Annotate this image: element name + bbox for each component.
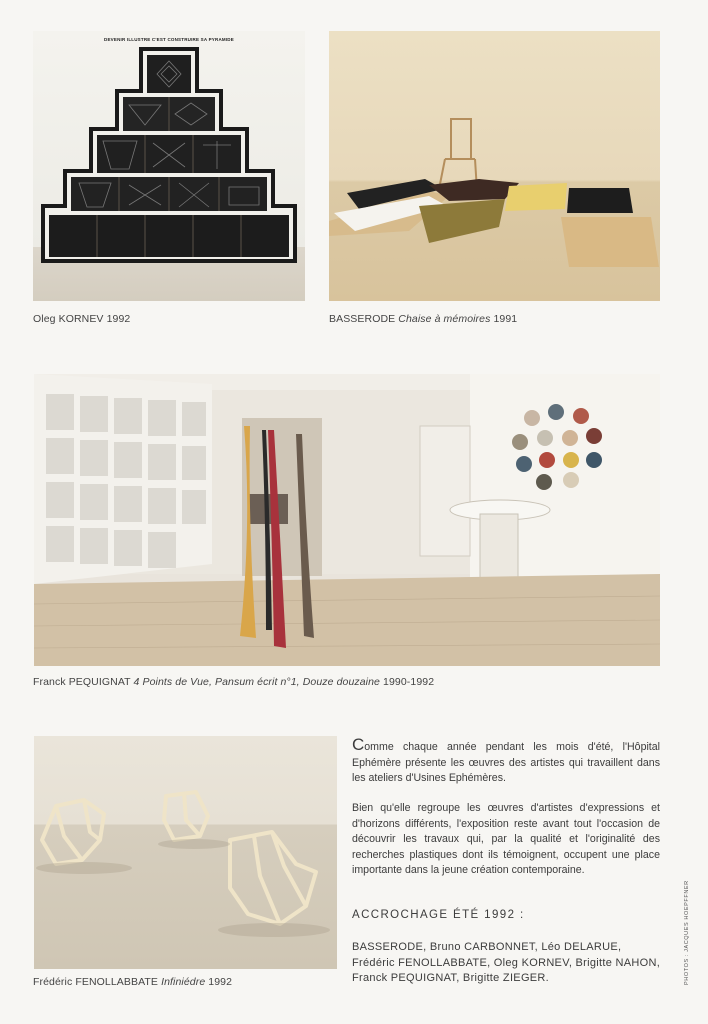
caption-2-year: 1991 (493, 313, 518, 325)
pyramid-artwork (33, 31, 305, 301)
intro-dropcap: C (352, 735, 365, 754)
caption-2-artist: BASSERODE (329, 313, 396, 325)
caption-photo-3 (33, 676, 434, 688)
caption-4-artist: Frédéric FENOLLABBATE (33, 976, 159, 988)
caption-4-title: Infiniédre (161, 976, 206, 988)
intro-paragraph (352, 737, 660, 787)
photo-basserode-chair (329, 31, 660, 301)
chair-panels-artwork (329, 31, 660, 301)
exhibition-heading: ACCROCHAGE ÉTÉ 1992 : (352, 909, 525, 921)
intro-text: omme chaque année pendant les mois d'été, l'Hôpital Ephémère présente les œuvres des artistes qui travaillent dans les ateliers d'Usines Ephémères. (352, 741, 660, 785)
caption-2-title: Chaise à mémoires (398, 313, 491, 325)
caption-1-year: 1992 (106, 313, 131, 325)
caption-3-title: 4 Points de Vue, Pansum écrit n°1, Douze douzaine (133, 676, 380, 688)
gallery-room-scene (34, 374, 660, 666)
caption-photo-1 (33, 313, 130, 325)
caption-photo-4 (33, 976, 232, 988)
description-text: Bien qu'elle regroupe les œuvres d'artistes d'expressions et d'horizons différents, l'exposition reste avant tout l'occasion de découvrir les travaux qui, par la qualité et l'originalité des recherches plastiques dont ils témoignent, occupent une place importante dans la jeune création contemporaine. (352, 802, 660, 877)
description-paragraph (352, 801, 660, 879)
caption-3-year: 1990-1992 (383, 676, 435, 688)
sculptures-scene (34, 736, 337, 969)
photo-credit: PHOTOS : JACQUES HOEPFFNER (684, 880, 690, 985)
pyramid-inscription: DEVENIR ILLUSTRE C'EST CONSTRUIRE SA PYRAMIDE (104, 37, 234, 42)
photo-kornev-pyramid (33, 31, 305, 301)
photo-pequignat-room (34, 374, 660, 666)
artist-list: BASSERODE, Bruno CARBONNET, Léo DELARUE, Frédéric FENOLLABBATE, Oleg KORNEV, Brigitte NAHON, Franck PEQUIGNAT, Brigitte ZIEGER. (352, 941, 661, 985)
caption-3-artist: Franck PEQUIGNAT (33, 676, 131, 688)
caption-1-artist: Oleg KORNEV (33, 313, 104, 325)
photo-fenollabbate-sculptures (34, 736, 337, 969)
caption-photo-2 (329, 313, 517, 325)
caption-4-year: 1992 (208, 976, 233, 988)
